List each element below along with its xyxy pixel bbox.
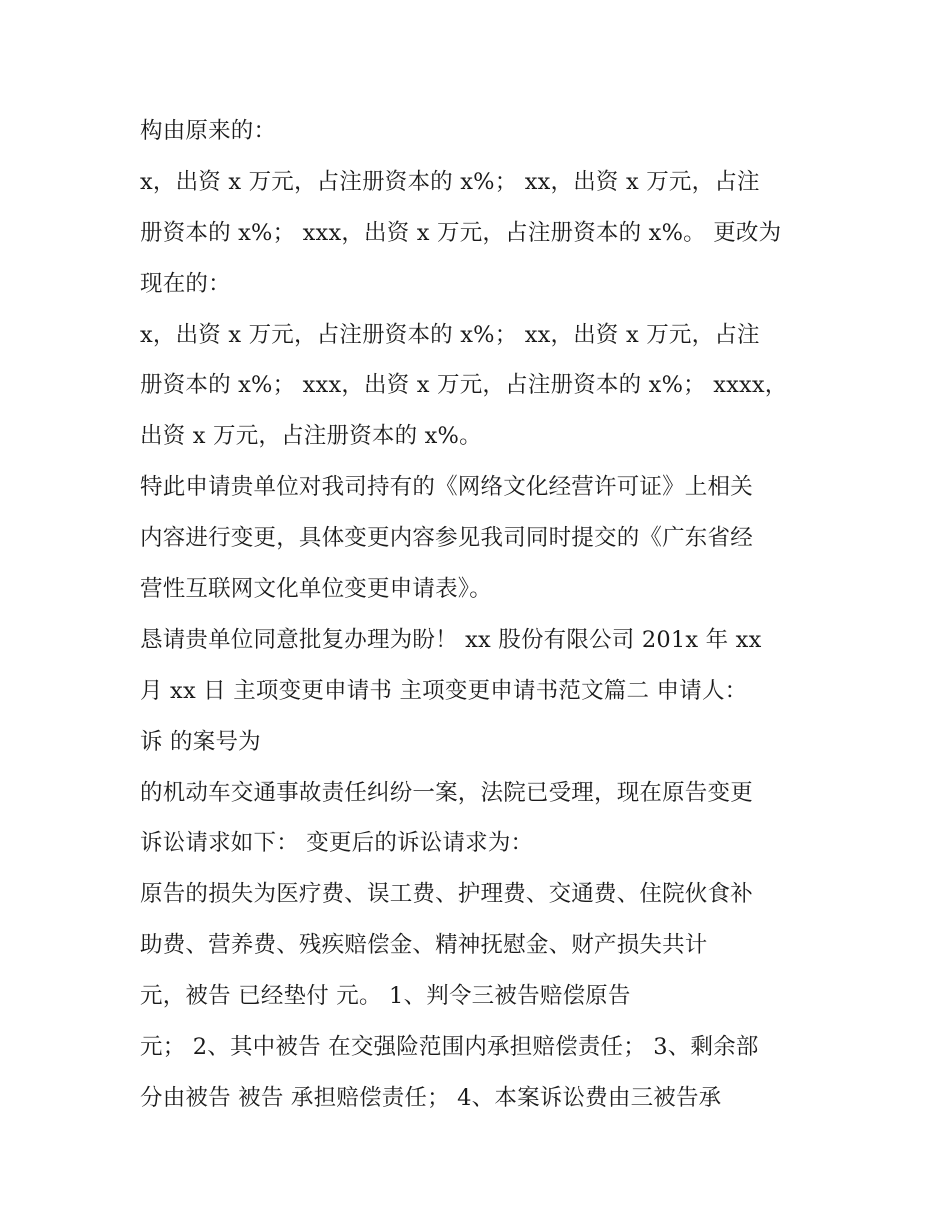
text-line-9: 内容进行变更，具体变更内容参见我司同时提交的《广东省经 [140,525,753,552]
text-line-16: 原告的损失为医疗费、误工费、护理费、交通费、住院伙食补 [140,881,753,908]
text-line-4: 现在的： [140,270,231,297]
body-text [140,106,830,1124]
text-line-10: 营性互联网文化单位变更申请表》。 [140,576,492,603]
text-line-8: 特此申请贵单位对我司持有的《网络文化经营许可证》上相关 [140,474,753,501]
text-line-17: 助费、营养费、残疾赔偿金、精神抚慰金、财产损失共计 [140,932,708,959]
text-line-2: x，出资 x 万元，占注册资本的 x%； xx，出资 x 万元，占注 [140,168,760,195]
text-line-5: x，出资 x 万元，占注册资本的 x%； xx，出资 x 万元，占注 [140,321,760,348]
text-line-18: 元，被告 已经垫付 元。 1、判令三被告赔偿原告 [140,983,631,1010]
text-line-15: 诉讼请求如下： 变更后的诉讼请求为： [140,830,534,857]
text-line-20: 分由被告 被告 承担赔偿责任； 4、本案诉讼费由三被告承 [140,1084,722,1111]
text-line-19: 元； 2、其中被告 在交强险范围内承担赔偿责任； 3、剩余部 [140,1034,759,1061]
text-line-14: 的机动车交通事故责任纠纷一案，法院已受理，现在原告变更 [140,779,753,806]
text-line-3: 册资本的 x%； xxx，出资 x 万元，占注册资本的 x%。 更改为 [140,219,782,246]
text-line-6: 册资本的 x%； xxx，出资 x 万元，占注册资本的 x%； xxxx， [140,372,788,399]
text-line-11: 恳请贵单位同意批复办理为盼！ xx 股份有限公司 201x 年 xx [140,626,762,653]
text-line-13: 诉 的案号为 [140,728,261,755]
text-line-1: 构由原来的： [140,118,277,144]
text-line-7: 出资 x 万元，占注册资本的 x%。 [140,423,482,450]
text-line-12: 月 xx 日 主项变更申请书 主项变更申请书范文篇二 申请人： [140,677,748,704]
